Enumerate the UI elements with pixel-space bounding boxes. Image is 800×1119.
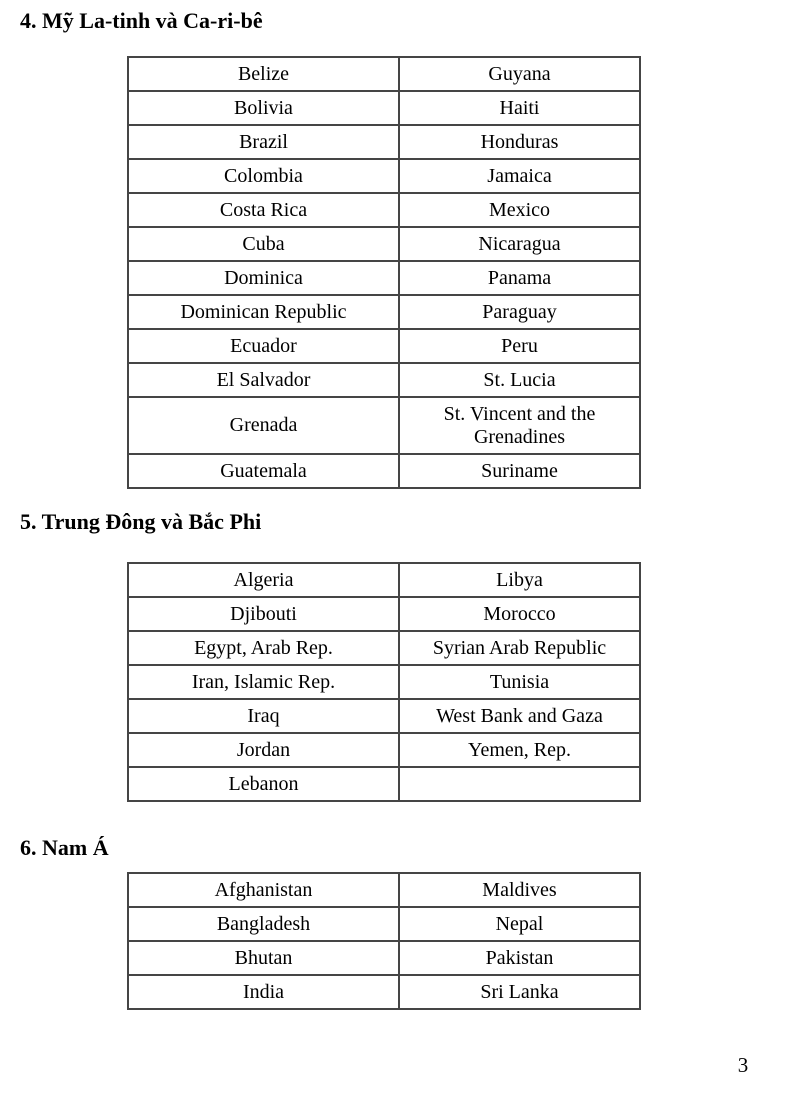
- country-cell: West Bank and Gaza: [399, 699, 640, 733]
- country-cell: Bhutan: [128, 941, 399, 975]
- table-row: [128, 193, 640, 227]
- country-cell: Ecuador: [128, 329, 399, 363]
- country-cell: Pakistan: [399, 941, 640, 975]
- table-row: [128, 699, 640, 733]
- table-row: [128, 261, 640, 295]
- table-row: [128, 363, 640, 397]
- country-cell: Iran, Islamic Rep.: [128, 665, 399, 699]
- country-cell: Colombia: [128, 159, 399, 193]
- table-row: [128, 597, 640, 631]
- country-cell: Algeria: [128, 563, 399, 597]
- country-table-south-asia: [127, 872, 641, 1010]
- country-cell: Bangladesh: [128, 907, 399, 941]
- country-cell: Guatemala: [128, 454, 399, 488]
- table-row: [128, 329, 640, 363]
- table-row: [128, 57, 640, 91]
- table-row: [128, 125, 640, 159]
- table-row: [128, 733, 640, 767]
- country-cell: Syrian Arab Republic: [399, 631, 640, 665]
- country-cell: Bolivia: [128, 91, 399, 125]
- country-cell: Dominica: [128, 261, 399, 295]
- country-cell: Dominican Republic: [128, 295, 399, 329]
- section-heading-south-asia: 6. Nam Á: [20, 835, 109, 860]
- country-cell: Paraguay: [399, 295, 640, 329]
- table-row: [128, 665, 640, 699]
- country-cell: Maldives: [399, 873, 640, 907]
- country-cell: Guyana: [399, 57, 640, 91]
- table-row: [128, 873, 640, 907]
- country-cell: Honduras: [399, 125, 640, 159]
- country-cell: Tunisia: [399, 665, 640, 699]
- country-cell: Yemen, Rep.: [399, 733, 640, 767]
- country-cell: Belize: [128, 57, 399, 91]
- table-row: [128, 907, 640, 941]
- table-row: [128, 563, 640, 597]
- country-cell: Suriname: [399, 454, 640, 488]
- country-cell: Peru: [399, 329, 640, 363]
- country-cell: Nicaragua: [399, 227, 640, 261]
- country-cell: Lebanon: [128, 767, 399, 801]
- page-number: 3: [737, 1053, 749, 1077]
- table-row: [128, 91, 640, 125]
- country-cell: Libya: [399, 563, 640, 597]
- table-row: [128, 159, 640, 193]
- country-cell: Iraq: [128, 699, 399, 733]
- country-table-latin-america-caribbean: [127, 56, 641, 489]
- table-row: [128, 454, 640, 488]
- section-heading-latin-america-caribbean: 4. Mỹ La-tinh và Ca-ri-bê: [20, 8, 263, 33]
- country-cell: Haiti: [399, 91, 640, 125]
- country-cell: Grenada: [128, 397, 399, 454]
- country-cell: Sri Lanka: [399, 975, 640, 1009]
- country-cell: Jamaica: [399, 159, 640, 193]
- country-table-middle-east-north-africa: [127, 562, 641, 802]
- table-row: [128, 975, 640, 1009]
- country-cell: Costa Rica: [128, 193, 399, 227]
- table-row: [128, 767, 640, 801]
- table-row: [128, 631, 640, 665]
- country-cell: El Salvador: [128, 363, 399, 397]
- country-cell: Cuba: [128, 227, 399, 261]
- country-cell: St. Lucia: [399, 363, 640, 397]
- country-cell: [399, 767, 640, 801]
- table-row: [128, 295, 640, 329]
- country-cell: India: [128, 975, 399, 1009]
- country-cell: Jordan: [128, 733, 399, 767]
- country-cell: Afghanistan: [128, 873, 399, 907]
- table-row: [128, 397, 640, 454]
- country-cell: St. Vincent and the Grenadines: [399, 397, 640, 454]
- country-cell: Mexico: [399, 193, 640, 227]
- country-cell: Brazil: [128, 125, 399, 159]
- country-cell: Egypt, Arab Rep.: [128, 631, 399, 665]
- table-row: [128, 227, 640, 261]
- country-cell: Nepal: [399, 907, 640, 941]
- country-cell: Morocco: [399, 597, 640, 631]
- section-heading-middle-east-north-africa: 5. Trung Đông và Bắc Phi: [20, 509, 262, 534]
- country-cell: Djibouti: [128, 597, 399, 631]
- country-cell: Panama: [399, 261, 640, 295]
- table-row: [128, 941, 640, 975]
